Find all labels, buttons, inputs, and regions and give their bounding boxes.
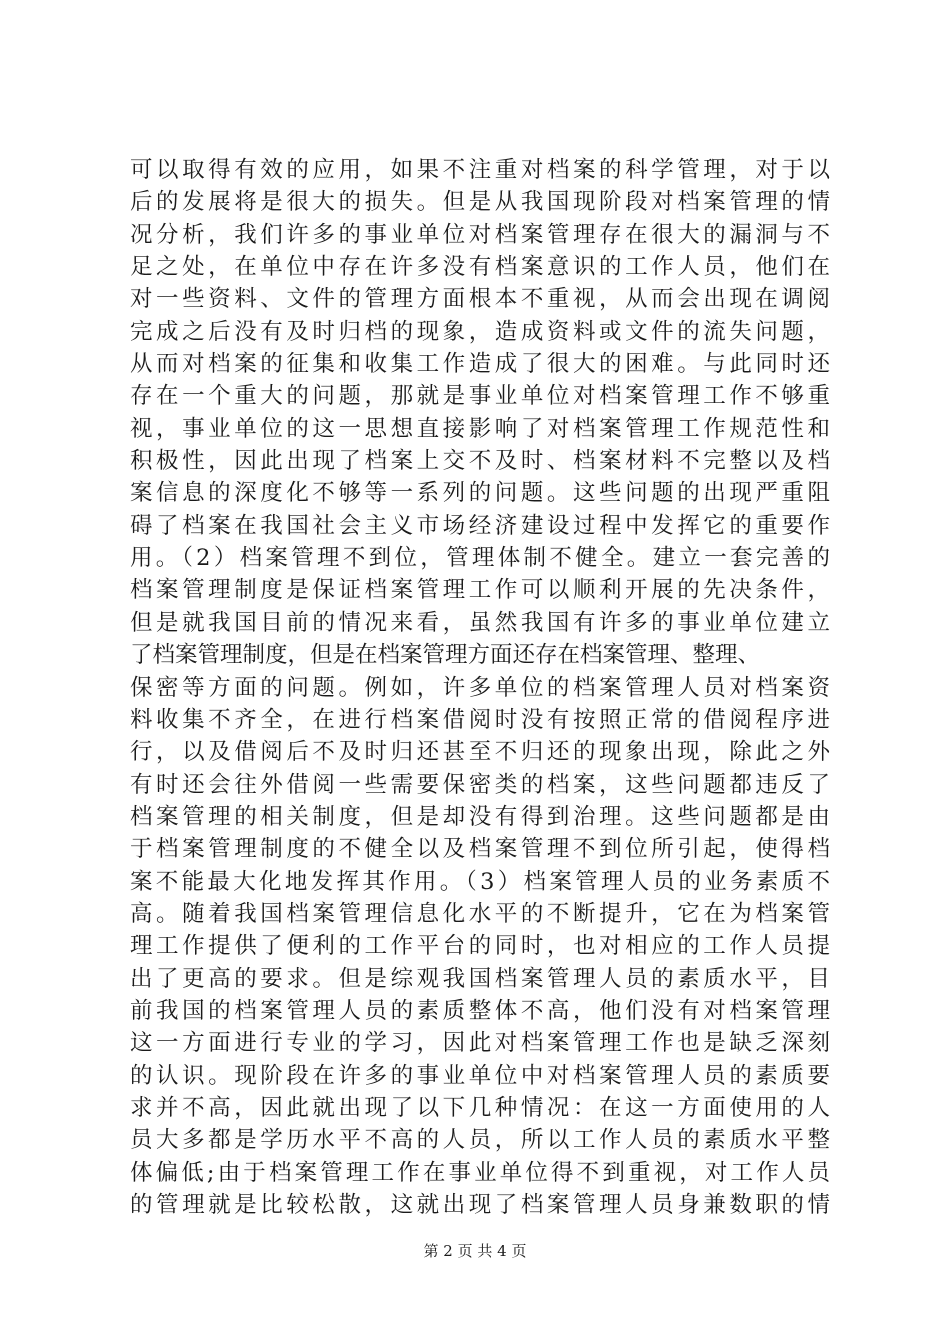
text-line: 料收集不齐全，在进行档案借阅时没有按照正常的借阅程序进 [130,706,830,733]
text-line: 员大多都是学历水平不高的人员，所以工作人员的素质水平整 [130,1127,830,1154]
page-footer: 第 2 页 共 4 页 [423,1242,527,1260]
text-line: 对一些资料、文件的管理方面根本不重视，从而会出现在调阅 [130,286,830,313]
text-line: 前我国的档案管理人员的素质整体不高，他们没有对档案管理 [130,997,830,1024]
text-line: 出了更高的要求。但是综观我国档案管理人员的素质水平，目 [130,965,830,992]
text-line: 视，事业单位的这一思想直接影响了对档案管理工作规范性和 [130,415,830,442]
text-line: 于档案管理制度的不健全以及档案管理不到位所引起，使得档 [130,836,830,863]
body-text [130,154,830,1221]
text-line: 的管理就是比较松散，这就出现了档案管理人员身兼数职的情 [130,1192,830,1218]
text-line: 完成之后没有及时归档的现象，造成资料或文件的流失问题， [130,318,830,345]
text-line: 档案管理制度是保证档案管理工作可以顺利开展的先决条件， [130,577,830,604]
text-line: 案信息的深度化不够等一系列的问题。这些问题的出现严重阻 [130,480,830,507]
text-line: 体偏低;由于档案管理工作在事业单位得不到重视，对工作人员 [130,1159,830,1186]
text-line: 碍了档案在我国社会主义市场经济建设过程中发挥它的重要作 [130,512,830,539]
text-line: 从而对档案的征集和收集工作造成了很大的困难。与此同时还 [130,351,830,378]
text-line: 但是就我国目前的情况来看，虽然我国有许多的事业单位建立 [130,609,830,636]
text-line: 有时还会往外借阅一些需要保密类的档案，这些问题都违反了 [130,771,830,798]
text-line: 高。随着我国档案管理信息化水平的不断提升，它在为档案管 [130,900,830,927]
text-line: 档案管理的相关制度，但是却没有得到治理。这些问题都是由 [130,803,830,830]
text-line: 案不能最大化地发挥其作用。（3）档案管理人员的业务素质不 [130,868,830,895]
text-line: 存在一个重大的问题，那就是事业单位对档案管理工作不够重 [130,383,830,410]
text-line: 足之处，在单位中存在许多没有档案意识的工作人员，他们在 [130,254,830,281]
text-line: 用。（2）档案管理不到位，管理体制不健全。建立一套完善的 [130,545,830,572]
text-line: 理工作提供了便利的工作平台的同时，也对相应的工作人员提 [130,933,830,960]
text-line: 可以取得有效的应用，如果不注重对档案的科学管理，对于以 [130,157,830,183]
text-line: 了档案管理制度，但是在档案管理方面还存在档案管理、整理、 [130,642,761,669]
text-line: 保密等方面的问题。例如，许多单位的档案管理人员对档案资 [130,674,830,701]
text-line: 后的发展将是很大的损失。但是从我国现阶段对档案管理的情 [130,189,830,216]
text-line: 这一方面进行专业的学习，因此对档案管理工作也是缺乏深刻 [130,1030,830,1057]
text-line: 求并不高，因此就出现了以下几种情况：在这一方面使用的人 [130,1094,830,1121]
text-line: 积极性，因此出现了档案上交不及时、档案材料不完整以及档 [130,448,830,475]
text-line: 的认识。现阶段在许多的事业单位中对档案管理人员的素质要 [130,1062,830,1089]
text-line: 行，以及借阅后不及时归还甚至不归还的现象出现，除此之外 [130,739,830,766]
text-line: 况分析，我们许多的事业单位对档案管理存在很大的漏洞与不 [130,221,830,248]
